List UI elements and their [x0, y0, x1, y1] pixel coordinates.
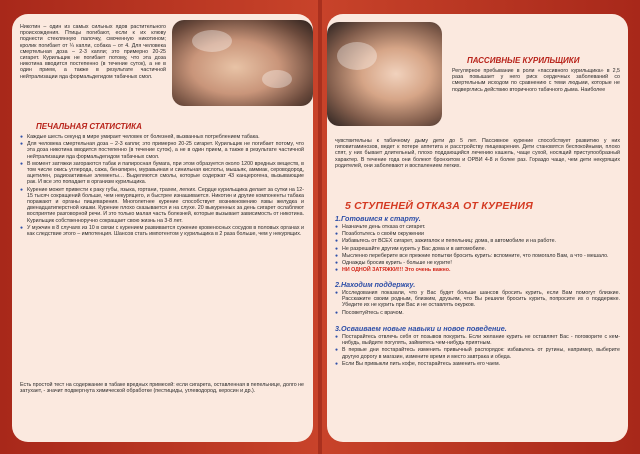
list-item: ● Курение может привести к раку губы, языка, гортани, трахеи, легких. Сердце курильщика делает за сутки на 12-15 тысяч сокращений больше, чем некурящего, и быстрее изнашивается. Никотин и другие компоненты табака поражают и органы пищеварения. Многолетнее курение способствует возникновению язвы желудка и двенадцатиперстной кишки. Курение плохо сказывается и на слухе. 20 выкуренных за день сигарет ослабляют восприятие разговорной речи. И это только малая часть болезней, которые вызывает зависимость от никотина. Курильщик собственноручно сокращает свою жизнь на 3-8 лет.: [20, 187, 304, 224]
passive-smokers-heading: ПАССИВНЫЕ КУРИЛЬЩИКИ: [467, 56, 580, 65]
sad-statistics-heading: ПЕЧАЛЬНАЯ СТАТИСТИКА: [36, 122, 142, 131]
list-item: ● Избавьтесь от ВСЕХ сигарет, зажигалок и пепельниц: дома, в автомобиле и на работе.: [335, 238, 620, 244]
list-item: ● Постарайтесь отвлечь себя от позывов покурить. Если желание курить не оставляет Вас - поговорите с кем-нибудь, выйдите погулять, займитесь чем-нибудь приятным.: [335, 334, 620, 346]
list-item: ● Исследования показали, что у Вас будет больше шансов бросить курить, если Вам помогут близкие. Расскажите своим родным, близким, друзьям, что Вы решили бросить курить, попросите их о поддержке. Убедите их не курить при Вас и не оставлять окурков.: [335, 290, 620, 309]
passive-paragraph: чувствительны к табачному дыму дети до 5 лет. Пассивное курение способствует развитию у них гиповитаминозов, ведет к потере аппетита и расстройству пищеварения. Дети становятся беспокойными, плохо спят, у них бывает длительный, плохо поддающийся лечению кашель, чаще сухой, носящий приступообразный характер. В течение года они болеют бронхитом и ОРВИ 4-8 и более раз. Гораздо чаще, чем дети некурящих родителей, они заболевают и воспалением легких.: [335, 138, 620, 169]
list-item: ● Назначьте день отказа от сигарет.: [335, 224, 620, 230]
list-item: ● У мужчин в 8 случаях из 10 в связи с курением развивается сужение кровеносных сосудов в половых органах и как следствие этого – импотенция. Шансов стать импотентом у курильщика в 2 раза больше, чем у некурящих.: [20, 225, 304, 237]
step-1-list: [335, 224, 620, 274]
step-2-list: [335, 290, 620, 317]
list-item: ● Не разрешайте другим курить у Вас дома и в автомобиле.: [335, 246, 620, 252]
right-panel: [327, 14, 628, 442]
outro-paragraph: Есть простой тест на содержание в табаке вредных примесей: если сигарета, оставленная в пепельнице, долго не затухает, - значит подвергнута химической обработке (пестициды, углеводород, керосин и др.).: [20, 382, 304, 395]
step-2-title: 2.Находим поддержку.: [335, 280, 416, 289]
list-item: ● Для человека смертельная доза – 2-3 капли; это примерно 20-25 сигарет. Курильщик не погибает потому, что эта доза никотина вводится постепенно (в течение суток), а не в один прием, а также в результате частичной нейтрализации яда формальдегидом табачных смол.: [20, 141, 304, 160]
left-panel: [12, 14, 313, 442]
list-item: ● В первые дни постарайтесь изменить привычный распорядок: избавьтесь от рутины, например, выберите другую дорогу в магазин, измените время и место завтрака и обеда.: [335, 347, 620, 359]
list-item: ● Посоветуйтесь с врачом.: [335, 310, 620, 316]
step-3-list: [335, 334, 620, 368]
list-item: ● В момент затяжки загораются табак и папиросная бумага, при этом образуется около 1200 вредных веществ, в том числе окись углерода, сажа, бензпирен, муравьиная и синильная кислоты, мышьяк, аммиак, сероводород, ацетилен, радиоактивные элементы… Выделяются смолы, которые содержат 43 канцерогена, вызывающие рак. И все это попадает в организм курильщика.: [20, 161, 304, 186]
list-item: ● Каждые шесть секунд в мире умирает человек от болезней, вызванных потреблением табака.: [20, 134, 304, 140]
statistics-list: [20, 134, 304, 238]
list-item: ● Однажды бросив курить - больше не курите!: [335, 260, 620, 266]
smoking-woman-photo: [327, 22, 442, 126]
smoke-shape: [337, 42, 377, 70]
smoke-shape: [262, 70, 292, 88]
intro-paragraph: Никотин – один из самых сильных ядов растительного происхождения. Птицы погибают, если к их клюву поднести стеклянную палочку, смоченную никотином; кролик погибает от ¼ капли, собака – от 4. Для человека смертельная доза – 2-3 капли; это примерно 20-25 сигарет. Курильщик не погибает потому, что эта доза никотина вводится постепенно (в течение суток), а не в один прием, а также в результате частичной нейтрализации яда формальдегидом табачных смол.: [20, 24, 166, 80]
smoking-nose-photo: [172, 20, 313, 106]
center-fold: [318, 0, 322, 454]
step-1-title: 1.Готовимся к старту.: [335, 214, 421, 223]
passive-intro: Регулярное пребывание в роли «пассивного курильщика» в 2,5 раза повышает у него риск сердечных заболеваний со смертельным исходом по сравнению с теми людьми, которые не подверглись действию вторичного табачного дыма. Наиболее: [452, 68, 620, 93]
five-steps-heading: 5 СТУПЕНЕЙ ОТКАЗА ОТ КУРЕНИЯ: [345, 200, 534, 212]
list-item: ● Мысленно переберите все прежние попытки бросить курить: вспомните, что помогало Вам, а что - мешало.: [335, 253, 620, 259]
step-3-title: 3.Осваиваем новые навыки и новое поведение.: [335, 324, 507, 333]
list-item: ● Позаботьтесь о своём окружении: [335, 231, 620, 237]
smoke-shape: [192, 30, 232, 52]
list-item: ● Если Вы привыкли пить кофе, постарайтесь заменить его чаем.: [335, 361, 620, 367]
list-item-important: ● НИ ОДНОЙ ЗАТЯЖКИ!!! Это очень важно.: [335, 267, 620, 273]
